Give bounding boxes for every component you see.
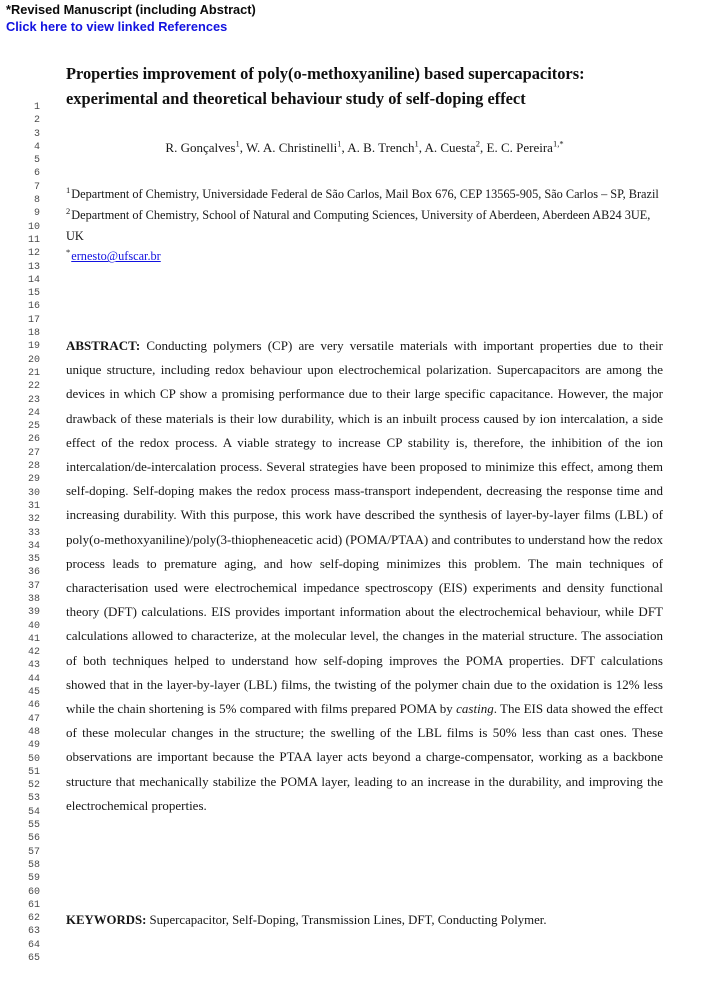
line-number: 40 — [27, 620, 40, 632]
line-number: 27 — [27, 447, 40, 459]
affiliation-1-superscript: 1 — [66, 184, 71, 195]
corresponding-author-asterisk: * — [66, 247, 71, 258]
author-separator: , — [239, 140, 246, 155]
line-number: 35 — [27, 554, 40, 566]
author-affiliation-superscript: 1,* — [552, 138, 564, 149]
line-number: 31 — [27, 500, 40, 512]
line-number: 22 — [27, 381, 40, 393]
line-number: 57 — [27, 846, 40, 858]
author-name: E. C. Pereira — [486, 140, 553, 155]
affiliation-1-text: Department of Chemistry, Universidade Federal de São Carlos, Mail Box 676, CEP 13565-905, São Carlos – SP, Brazil — [71, 187, 659, 201]
author-name: W. A. Christinelli — [245, 140, 338, 155]
abstract-text-1: Conducting polymers (CP) are very versatile materials with important properties due to their unique structure, including redox behaviour upon electrochemical polarization. Supercapacitors are among the devices in which CP show a promising performance due to their large specific capacitance. However, the major drawback of these materials is their low durability, which is an inbuilt process caused by ion intercalation, a side effect of the redox process. A viable strategy to increase CP stability is, therefore, the inhibition of the ion intercalation/de-intercalation process. Several strategies have been proposed to minimize this effect, among them self-doping. Self-doping makes the redox process mass-transport independent, decreasing the response time and increasing durability. With this purpose, this work have described the synthesis of layer-by-layer films (LBL) of poly(o-methoxyaniline)/poly(3-thiopheneacetic acid) (POMA/PTAA) and contributes to understand how the redox process leads to premature aging, and how self-doping minimizes this problem. The main techniques of characterisation used were electrochemical impedance spectroscopy (EIS) experiments and density functional theory (DFT) calculations. EIS provides important information about the electrochemical behaviour, while DFT calculations allowed to characterize, at the molecular level, the changes in the material structure. The association of both techniques helped to understand how self-doping improves the POMA properties. DFT calculations showed that in the layer-by-layer (LBL) films, the twisting of the polymer chain due to the oxidation is 12% less while the chain shortening is 5% compared with films prepared POMA by — [66, 338, 663, 717]
line-number: 18 — [27, 328, 40, 340]
author-separator: , — [480, 140, 487, 155]
line-number: 11 — [27, 234, 40, 246]
author-separator: , — [341, 140, 348, 155]
line-number: 51 — [27, 766, 40, 778]
line-number: 43 — [27, 660, 40, 672]
line-number: 41 — [27, 633, 40, 645]
line-number: 26 — [27, 434, 40, 446]
line-number: 55 — [27, 820, 40, 832]
line-number: 9 — [33, 208, 40, 220]
line-number: 13 — [27, 261, 40, 273]
line-number: 23 — [27, 394, 40, 406]
affiliation-1 — [66, 184, 663, 205]
line-number: 33 — [27, 527, 40, 539]
abstract-text-2: . The EIS data showed the effect of these molecular changes in the structure; the swelling of the LBL films is 50% less than cast ones. These observations are important because the PTAA layer acts beyond a charge-compensator, working as a backbone structure that mechanically stabilize the POMA layer, leading to an increase in the durability, and improving the electrochemical properties. — [66, 701, 663, 813]
corresponding-email-line — [66, 246, 663, 267]
line-number: 6 — [33, 168, 40, 180]
line-number: 1 — [33, 102, 40, 113]
abstract-italic-casting: casting — [456, 701, 494, 717]
manuscript-content — [66, 0, 663, 1000]
line-number: 12 — [27, 248, 40, 260]
affiliation-2-text: Department of Chemistry, School of Natural and Computing Sciences, University of Aberdeen, Aberdeen AB24 3UE, UK — [66, 207, 651, 243]
line-number: 63 — [27, 926, 40, 938]
line-number: 44 — [27, 673, 40, 685]
affiliation-2 — [66, 205, 663, 247]
line-number: 48 — [27, 726, 40, 738]
line-number: 5 — [33, 155, 40, 167]
line-number: 50 — [27, 753, 40, 765]
line-number: 58 — [27, 859, 40, 871]
line-number: 36 — [27, 567, 40, 579]
line-number: 34 — [27, 540, 40, 552]
page-title-line-1: Properties improvement of poly(o-methoxyaniline) based supercapacitors: — [66, 64, 585, 83]
line-number: 54 — [27, 806, 40, 818]
line-number: 32 — [27, 514, 40, 526]
line-number: 52 — [27, 780, 40, 792]
keywords-text: Supercapacitor, Self-Doping, Transmission Lines, DFT, Conducting Polymer. — [146, 913, 547, 927]
line-number: 8 — [33, 195, 40, 207]
line-number: 42 — [27, 647, 40, 659]
line-number: 4 — [33, 141, 40, 153]
line-number: 7 — [33, 181, 40, 193]
line-number: 65 — [27, 953, 40, 964]
line-number: 20 — [27, 354, 40, 366]
line-number: 21 — [27, 367, 40, 379]
abstract-paragraph — [66, 334, 663, 818]
author-affiliation-superscript: 1 — [414, 138, 419, 149]
line-number: 60 — [27, 886, 40, 898]
abstract-label: ABSTRACT: — [66, 338, 141, 353]
line-number: 15 — [27, 288, 40, 300]
line-number: 59 — [27, 873, 40, 885]
author-affiliation-superscript: 2 — [475, 138, 481, 149]
line-number: 64 — [27, 939, 40, 951]
line-number: 28 — [27, 461, 40, 473]
line-number: 25 — [27, 421, 40, 433]
page-title-line-2: experimental and theoretical behaviour study of self-doping effect — [66, 89, 526, 108]
author-list — [66, 138, 663, 158]
affiliations-block — [66, 184, 663, 267]
line-number: 47 — [27, 713, 40, 725]
line-number: 30 — [27, 487, 40, 499]
line-number: 39 — [27, 607, 40, 619]
line-number: 49 — [27, 740, 40, 752]
page-title — [66, 61, 663, 111]
line-number: 24 — [27, 407, 40, 419]
author-name: A. B. Trench — [347, 140, 415, 155]
line-number: 19 — [27, 341, 40, 353]
line-number: 38 — [27, 593, 40, 605]
line-number: 2 — [33, 115, 40, 127]
line-number: 3 — [33, 128, 40, 140]
line-number: 61 — [27, 899, 40, 911]
line-number: 53 — [27, 793, 40, 805]
line-number: 16 — [27, 301, 40, 313]
line-number: 45 — [27, 687, 40, 699]
line-number: 56 — [27, 833, 40, 845]
revised-manuscript-label: *Revised Manuscript (including Abstract) — [6, 2, 256, 17]
line-number: 37 — [27, 580, 40, 592]
email-link[interactable]: ernesto@ufscar.br — [71, 249, 161, 264]
line-number: 10 — [27, 221, 40, 233]
keywords-label: KEYWORDS: — [66, 913, 147, 927]
line-number: 14 — [27, 274, 40, 286]
line-number: 29 — [27, 474, 40, 486]
linked-references-link[interactable]: Click here to view linked References — [6, 18, 228, 34]
author-affiliation-superscript: 1 — [337, 138, 342, 149]
author-name: R. Gonçalves — [165, 140, 236, 155]
line-number: 17 — [27, 314, 40, 326]
author-affiliation-superscript: 1 — [235, 138, 240, 149]
affiliation-2-superscript: 2 — [66, 205, 71, 216]
line-number-gutter — [0, 101, 40, 965]
author-name: A. Cuesta — [424, 140, 476, 155]
line-number: 46 — [27, 700, 40, 712]
keywords-line — [66, 908, 663, 932]
author-separator: , — [418, 140, 425, 155]
line-number: 62 — [27, 913, 40, 925]
